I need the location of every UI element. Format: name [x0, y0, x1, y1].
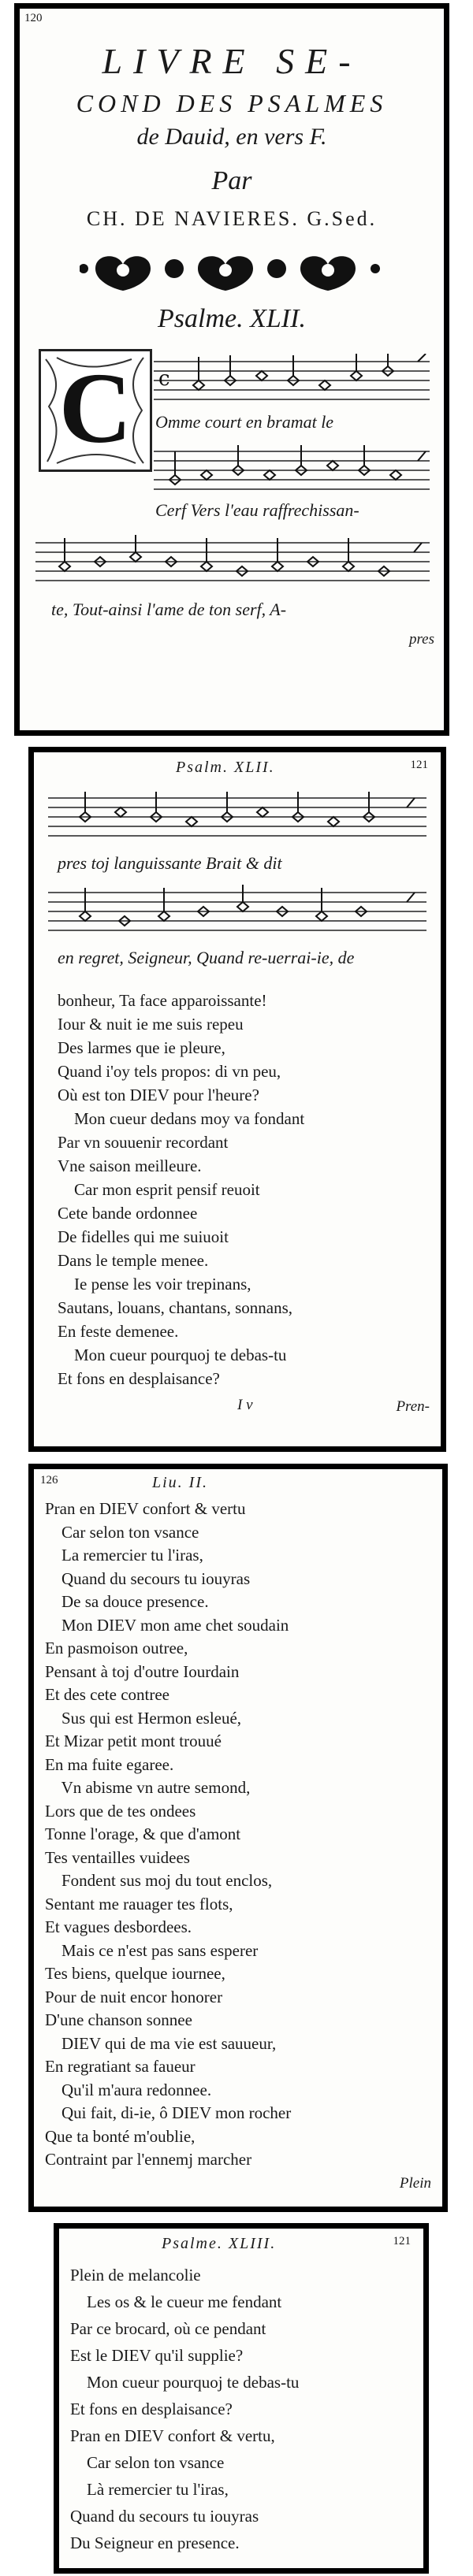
page-number: 121 — [393, 2235, 411, 2248]
verse-line: De fidelles qui me suiuoit — [58, 1227, 229, 1246]
verse-line: Et Mizar petit mont trouué — [45, 1732, 222, 1750]
page-number: 126 — [40, 1474, 58, 1487]
music-staff-2 — [154, 444, 430, 496]
verse-line: DIEV qui de ma vie est sauueur, — [45, 2033, 277, 2053]
psalm-heading: Psalme. XLII. — [158, 304, 306, 333]
verse-line: Pour de nuit encor honorer — [45, 1987, 223, 2006]
music-staff-1 — [154, 354, 430, 406]
verse-line: Là remercier tu l'iras, — [70, 2480, 229, 2499]
verse-line: Et vagues desbordees. — [45, 1917, 192, 1936]
author-name: CH. DE NAVIERES. G.Sed. — [86, 207, 378, 230]
verse-line: Iour & nuit ie me suis repeu — [58, 1015, 244, 1034]
verse-line: Et fons en desplaisance? — [70, 2400, 233, 2418]
verse-line: En regratiant sa faueur — [45, 2057, 196, 2076]
verse-line: Et des cete contree — [45, 1685, 169, 1704]
verse-line: Et fons en desplaisance? — [58, 1369, 220, 1388]
svg-text:c: c — [158, 367, 170, 391]
lyric-line-5: en regret, Seigneur, Quand re-uerrai-ie, de — [58, 948, 355, 967]
verse-line: Car mon esprit pensif reuoit — [58, 1180, 260, 1199]
verse-line: Sentant me rauager tes flots, — [45, 1894, 233, 1913]
verse-line: Mon DIEV mon ame chet soudain — [45, 1615, 289, 1635]
running-header: Psalm. XLII. — [176, 759, 275, 776]
verse-line: Mon cueur dedans moy va fondant — [58, 1109, 305, 1128]
page-120 — [14, 3, 449, 736]
by-label: Par — [211, 166, 252, 195]
verse-line: Par vn souuenir recordant — [58, 1133, 229, 1152]
verse-line: Quand du secours tu iouyras — [45, 1568, 251, 1588]
verse-line: Tes biens, quelque iournee, — [45, 1964, 225, 1983]
verse-line: En pasmoison outree, — [45, 1639, 188, 1657]
verse-line: Tonne l'orage, & que d'amont — [45, 1824, 241, 1843]
verse-line: Quand i'oy tels propos: di vn peu, — [58, 1062, 281, 1081]
book-title-line3: de Dauid, en vers F. — [136, 124, 327, 150]
verse-line: bonheur, Ta face apparoissante! — [58, 991, 267, 1010]
verse-line: Cete bande ordonnee — [58, 1204, 198, 1223]
lyric-line-1: Omme court en bramat le — [155, 412, 334, 432]
music-staff-5 — [48, 885, 426, 940]
verse-line: Des larmes que ie pleure, — [58, 1038, 225, 1057]
page-121 — [28, 747, 446, 1452]
verse-line: D'une chanson sonnee — [45, 2010, 192, 2029]
verse-line: Mais ce n'est pas sans esperer — [45, 1940, 259, 1960]
verse-line: Mon cueur pourquoj te debas-tu — [58, 1346, 287, 1364]
verse-line: Du Seigneur en presence. — [70, 2533, 240, 2552]
initial-letter: C — [58, 352, 132, 464]
lyric-line-3: te, Tout-ainsi l'ame de ton serf, A- — [51, 599, 287, 619]
decorative-ornament — [80, 245, 387, 292]
verse-line: Est le DIEV qu'il supplie? — [70, 2346, 244, 2365]
book-title-line2: COND DES PSALMES — [76, 89, 388, 117]
verse-line: Par ce brocard, où ce pendant — [70, 2319, 266, 2338]
music-staff-4 — [48, 790, 426, 845]
lyric-line-4: pres toj languissante Brait & dit — [58, 853, 282, 873]
verse-line: En ma fuite egaree. — [45, 1754, 174, 1774]
verse-line: Vne saison meilleure. — [58, 1156, 202, 1175]
page-number: 121 — [410, 759, 428, 771]
verse-line: Lors que de tes ondees — [45, 1801, 196, 1821]
verse-line: Que ta bonté m'oublie, — [45, 2126, 196, 2146]
verse-line: Dans le temple menee. — [58, 1251, 209, 1270]
verse-line: Pran en DIEV confort & vertu — [45, 1499, 246, 1518]
verse-line: Quand du secours tu iouyras — [70, 2507, 259, 2526]
catchword: Plein — [399, 2175, 431, 2192]
verse-line: Car selon ton vsance — [45, 1522, 199, 1542]
verse-line: Tes ventailles vuidees — [45, 1847, 190, 1867]
verse-line: Les os & le cueur me fendant — [70, 2292, 282, 2311]
verse-block — [58, 989, 304, 1390]
verse-line: En feste demenee. — [58, 1322, 179, 1341]
music-staff-3 — [35, 535, 430, 590]
verse-line: Fondent sus moj du tout enclos, — [45, 1871, 273, 1890]
verse-block — [45, 1498, 291, 2172]
verse-line: Qui fait, di-ie, ô DIEV mon rocher — [45, 2103, 292, 2122]
catchword: Pren- — [396, 1398, 430, 1415]
running-header: Psalme. XLIII. — [162, 2235, 277, 2252]
signature-mark: I v — [237, 1397, 253, 1413]
verse-line: Où est ton DIEV pour l'heure? — [58, 1086, 259, 1104]
verse-line: Pran en DIEV confort & vertu, — [70, 2426, 275, 2445]
verse-line: Car selon ton vsance — [70, 2453, 225, 2472]
running-header: Liu. II. — [152, 1474, 208, 1491]
verse-line: Qu'il m'aura redonnee. — [45, 2080, 212, 2099]
verse-line: Vn abisme vn autre semond, — [45, 1778, 251, 1797]
catchword: pres — [408, 631, 434, 648]
page-number: 120 — [24, 12, 43, 24]
verse-line: Contraint par l'ennemj marcher — [45, 2150, 252, 2169]
page-121-b — [54, 2223, 429, 2574]
verse-line: Sautans, louans, chantans, sonnans, — [58, 1298, 293, 1317]
book-title-line1: LIVRE SE- — [102, 41, 362, 81]
verse-line: Mon cueur pourquoj te debas-tu — [70, 2373, 300, 2392]
page-126 — [28, 1464, 448, 2212]
lyric-line-2: Cerf Vers l'eau raffrechissan- — [155, 500, 359, 520]
verse-block — [70, 2262, 299, 2556]
decorated-initial — [39, 349, 152, 472]
verse-line: Plein de melancolie — [70, 2266, 201, 2285]
verse-line: De sa douce presence. — [45, 1592, 209, 1611]
verse-line: Pensant à toj d'outre Iourdain — [45, 1661, 240, 1681]
verse-line: Sus qui est Hermon esleué, — [45, 1708, 242, 1728]
verse-line: Ie pense les voir trepinans, — [58, 1275, 251, 1294]
verse-line: La remercier tu l'iras, — [45, 1546, 203, 1565]
